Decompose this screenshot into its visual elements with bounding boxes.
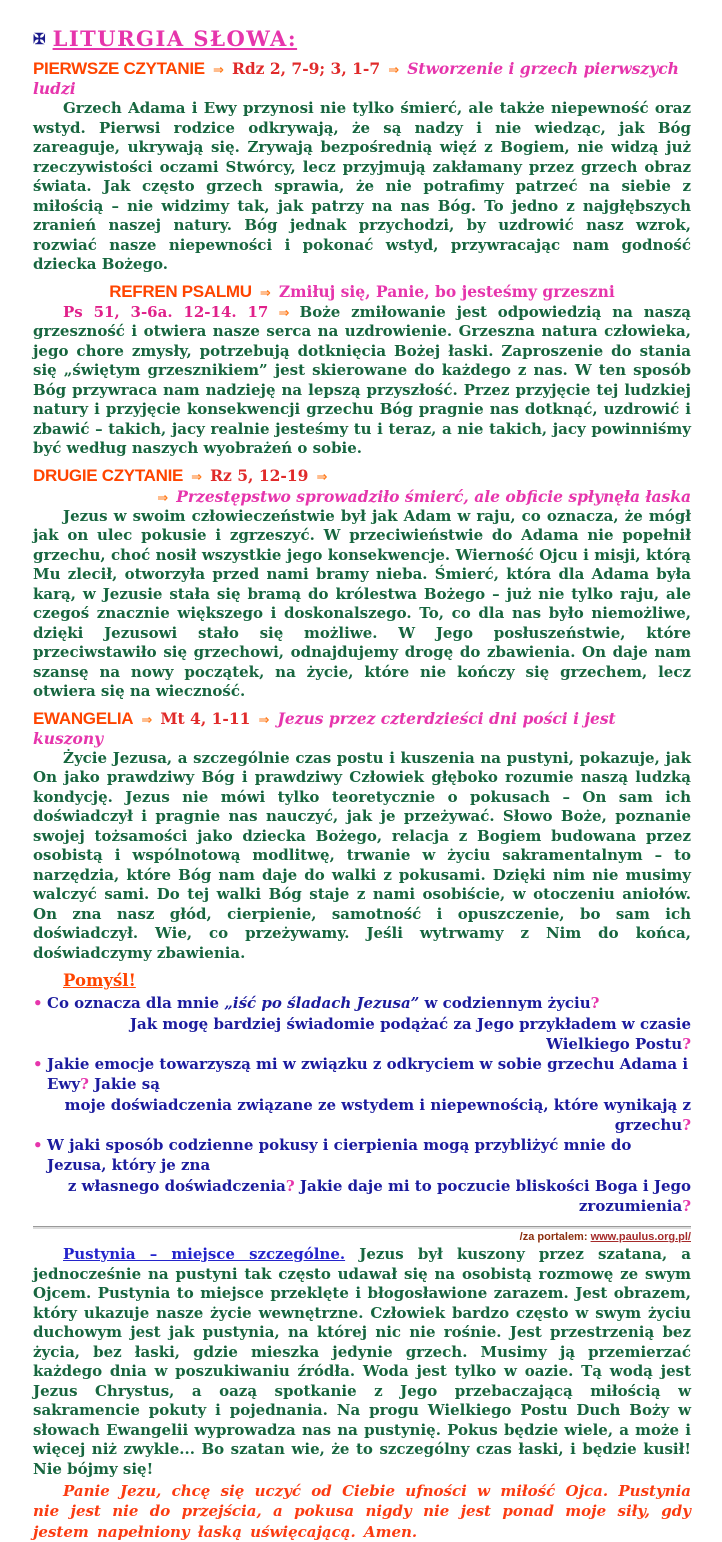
first-reading-ref: Rdz 2, 7-9; 3, 1-7 [231, 59, 381, 78]
reflect-question: Co oznacza dla mnie „iść po śladach Jezusa” w codziennym życiu? [47, 994, 600, 1013]
second-reading-subtitle: Przestępstwo sprowadziło śmierć, ale obficie spłynęła łaska [176, 486, 691, 506]
first-reading-label: PIERWSZE CZYTANIE [33, 59, 205, 78]
source-prefix: /za portalem: [519, 1231, 591, 1244]
reflect-heading: Pomyśl! [63, 971, 136, 991]
psalm-heading [33, 282, 691, 302]
second-reading-label: DRUGIE CZYTANIE [33, 465, 184, 485]
second-reading-subtitle-line [33, 487, 691, 506]
bullet-icon: • [33, 1136, 43, 1155]
gospel-subtitle: Jezus przez czterdzieści dni pości i jest kuszony [33, 708, 616, 748]
desert-paragraph: Pustynia – miejsce szczególne. Jezus był kuszony przez szatana, a jednocześnie na pustyni tak często udawał się na osobistą rozmowę ze swym Ojcem. Pustynia to miejsce przeklęte i błogosławione zarazem. Jest obrazem, który ukazuje nasze życie wewnętrzne. Człowiek bardzo często w swym życiu duchowym jest jak pustynia, na której nic nie rośnie. Jest przestrzenią bez życia, bez łaski, gdzie mieszka jedynie grzech. Musimy ją przemierzać każdego dnia w poszukiwaniu źródła. Woda jest tylko w oazie. Tą wodą jest Jezus Chrystus, a oazą spotkanie z Jego przebaczającą miłością w sakramencie pokuty i pojednania. Na progu Wielkiego Postu Duch Boży w słowach Ewangelii wyprowadza nas na pustynię. Pokus będzie wiele, a może i więcej niż zwykle... Bo szatan wie, że to szczególny czas łaski, i będzie kusił! Nie bójmy się! [33, 1245, 691, 1478]
list-item [33, 993, 691, 1054]
reflect-question: W jaki sposób codzienne pokusy i cierpienia mogą przybliżyć mnie do Jezusa, który je zna [47, 1136, 632, 1175]
second-reading-ref: Rz 5, 12-19 [210, 465, 309, 485]
list-item [33, 1135, 691, 1216]
reflect-question: Jakie emocje towarzyszą mi w związku z odkryciem w sobie grzechu Adama i Ewy? Jakie są [47, 1055, 689, 1094]
source-attribution [33, 1231, 691, 1243]
reflect-question: moje doświadczenia związane ze wstydem i niepewnością, które wynikają z grzechu? [64, 1095, 691, 1134]
bullet-icon: • [33, 994, 43, 1013]
reflect-question: z własnego doświadczenia? Jakie daje mi to poczucie bliskości Boga i Jego zrozumienia? [67, 1176, 691, 1215]
gospel-label: EWANGELIA [33, 708, 134, 728]
cross-flower-icon: ✠ [33, 30, 46, 48]
reflect-list [33, 993, 691, 1216]
closing-prayer: Panie Jezu, chcę się uczyć od Ciebie ufności w miłość Ojca. Pustynia nie jest nie do przejścia, a pokusa nigdy nie jest ponad moje siły, gdy jestem napełniony łaską uświęcającą. Amen. [33, 1482, 691, 1541]
first-reading-subtitle: Stworzenie i grzech pierwszych ludzi [33, 59, 679, 98]
gospel-ref: Mt 4, 1-11 [160, 708, 251, 728]
source-link[interactable]: www.paulus.org.pl/ [590, 1231, 691, 1244]
arrow-icon: ⇒ [157, 490, 169, 506]
arrow-icon: ⇒ [388, 63, 400, 78]
page-title: LITURGIA SŁOWA: [52, 26, 298, 51]
section-divider [33, 1226, 691, 1229]
page-title-row [33, 26, 691, 51]
second-reading-heading [33, 466, 691, 486]
psalm-label: REFREN PSALMU [109, 281, 252, 301]
first-reading-body: Grzech Adama i Ewy przynosi nie tylko śmierć, ale także niepewność oraz wstyd. Pierwsi rodzice odkrywają, że są nadzy i nie wiedząc, jak Bóg zareaguje, ukrywają się. Zrywają bezpośrednią więź z Bogiem, nie widzą już rzeczywistości oczami Stwórcy, lecz przyjmują zakłamany przez grzech obraz świata. Jak często grzech sprawia, że nie potrafimy patrzeć na siebie z miłością – nie widzimy tak, jak patrzy na nas Bóg. To jedno z najgłębszych zranień naszej natury. Bóg jednak przychodzi, by uzdrowić nasz wzrok, rozwiać nasze niepewności i pokonać wstyd, przywracając nam godność dziecka Bożego. [33, 99, 691, 273]
gospel-body: Życie Jezusa, a szczególnie czas postu i kuszenia na pustyni, pokazuje, jak On jako prawdziwy Bóg i prawdziwy Człowiek głęboko rozumie naszą ludzką kondycję. Jezus nie mówi tylko teoretycznie o pokusach – On sam ich doświadczył i pragnie nas nauczyć, jak je przeżywać. Słowo Boże, poznanie swojej tożsamości jako dziecka Bożego, relacja z Bogiem budowana przez osobistą i wspólnotową modlitwę, trwanie w życiu sakramentalnym – to narzędzia, które Bóg nam daje do walki z pokusami. Dzięki nim nie musimy walczyć sami. Do tej walki Bóg staje z nami osobiście, w otoczeniu aniołów. On zna nasz głód, cierpienie, samotność i opuszczenie, bo sam ich doświadczył. Wie, co przeżywamy. Jeśli wytrwamy z Nim do końca, doświadczymy zbawienia. [33, 748, 691, 962]
second-reading-body: Jezus w swoim człowieczeństwie był jak Adam w raju, co oznacza, że mógł jak on ulec pokusie i zgrzeszyć. W przeciwieństwie do Adama nie popełnił grzechu, choć nosił wszystkie jego konsekwencje. Wierność Ojcu i misji, którą Mu zlecił, otworzyła przed nami bramy nieba. Śmierć, która dla Adama była karą, w Jezusie stała się bramą do królestwa Bożego – już nie tylko raju, ale czegoś znacznie większego i doskonalszego. To, co dla nas było niemożliwe, dzięki Jezusowi stało się możliwe. W Jego posłuszeństwie, które przeciwstawiło się grzechowi, odnajdujemy drogę do zbawienia. On daje nam szansę na nowy początek, na życie, które nie kończy się grzechem, lecz otwiera się na wieczność. [33, 506, 691, 701]
gospel-heading [33, 709, 691, 748]
first-reading-heading [33, 59, 691, 98]
arrow-icon: ⇒ [259, 285, 271, 301]
arrow-icon: ⇒ [191, 469, 203, 485]
reflect-question: Jak mogę bardziej świadomie podążać za Jego przykładem w czasie Wielkiego Postu? [129, 1014, 691, 1053]
psalm-body: Ps 51, 3-6a. 12-14. 17 ⇒ Boże zmiłowanie jest odpowiedzią na naszą grzeszność i otwiera nasze serca na uzdrowienie. Grzeszna natura człowieka, jego chore zmysły, potrzebują dotknięcia Bożej łaski. Zaproszenie do stania się „świętym grzesznikiem” jest skierowane do każdego z nas. W ten sposób Bóg przywraca nam nadzieję na lepszą przyszłość. Przez przyjęcie tej ludzkiej natury i przyjęcie konsekwencji grzechu Bóg pragnie nas dotknąć, uzdrowić i zbawić – takich, jacy realnie jesteśmy tu i teraz, a nie takich, jacy powinniśmy być według naszych wyobrażeń o sobie. [33, 302, 691, 458]
bullet-icon: • [33, 1055, 43, 1074]
psalm-refrain: Zmiłuj się, Panie, bo jesteśmy grzeszni [278, 281, 615, 301]
arrow-icon: ⇒ [212, 63, 224, 78]
arrow-icon: ⇒ [258, 712, 270, 728]
list-item [33, 1054, 691, 1135]
arrow-icon: ⇒ [141, 712, 153, 728]
reflect-section [33, 963, 691, 1216]
arrow-icon: ⇒ [316, 469, 328, 485]
